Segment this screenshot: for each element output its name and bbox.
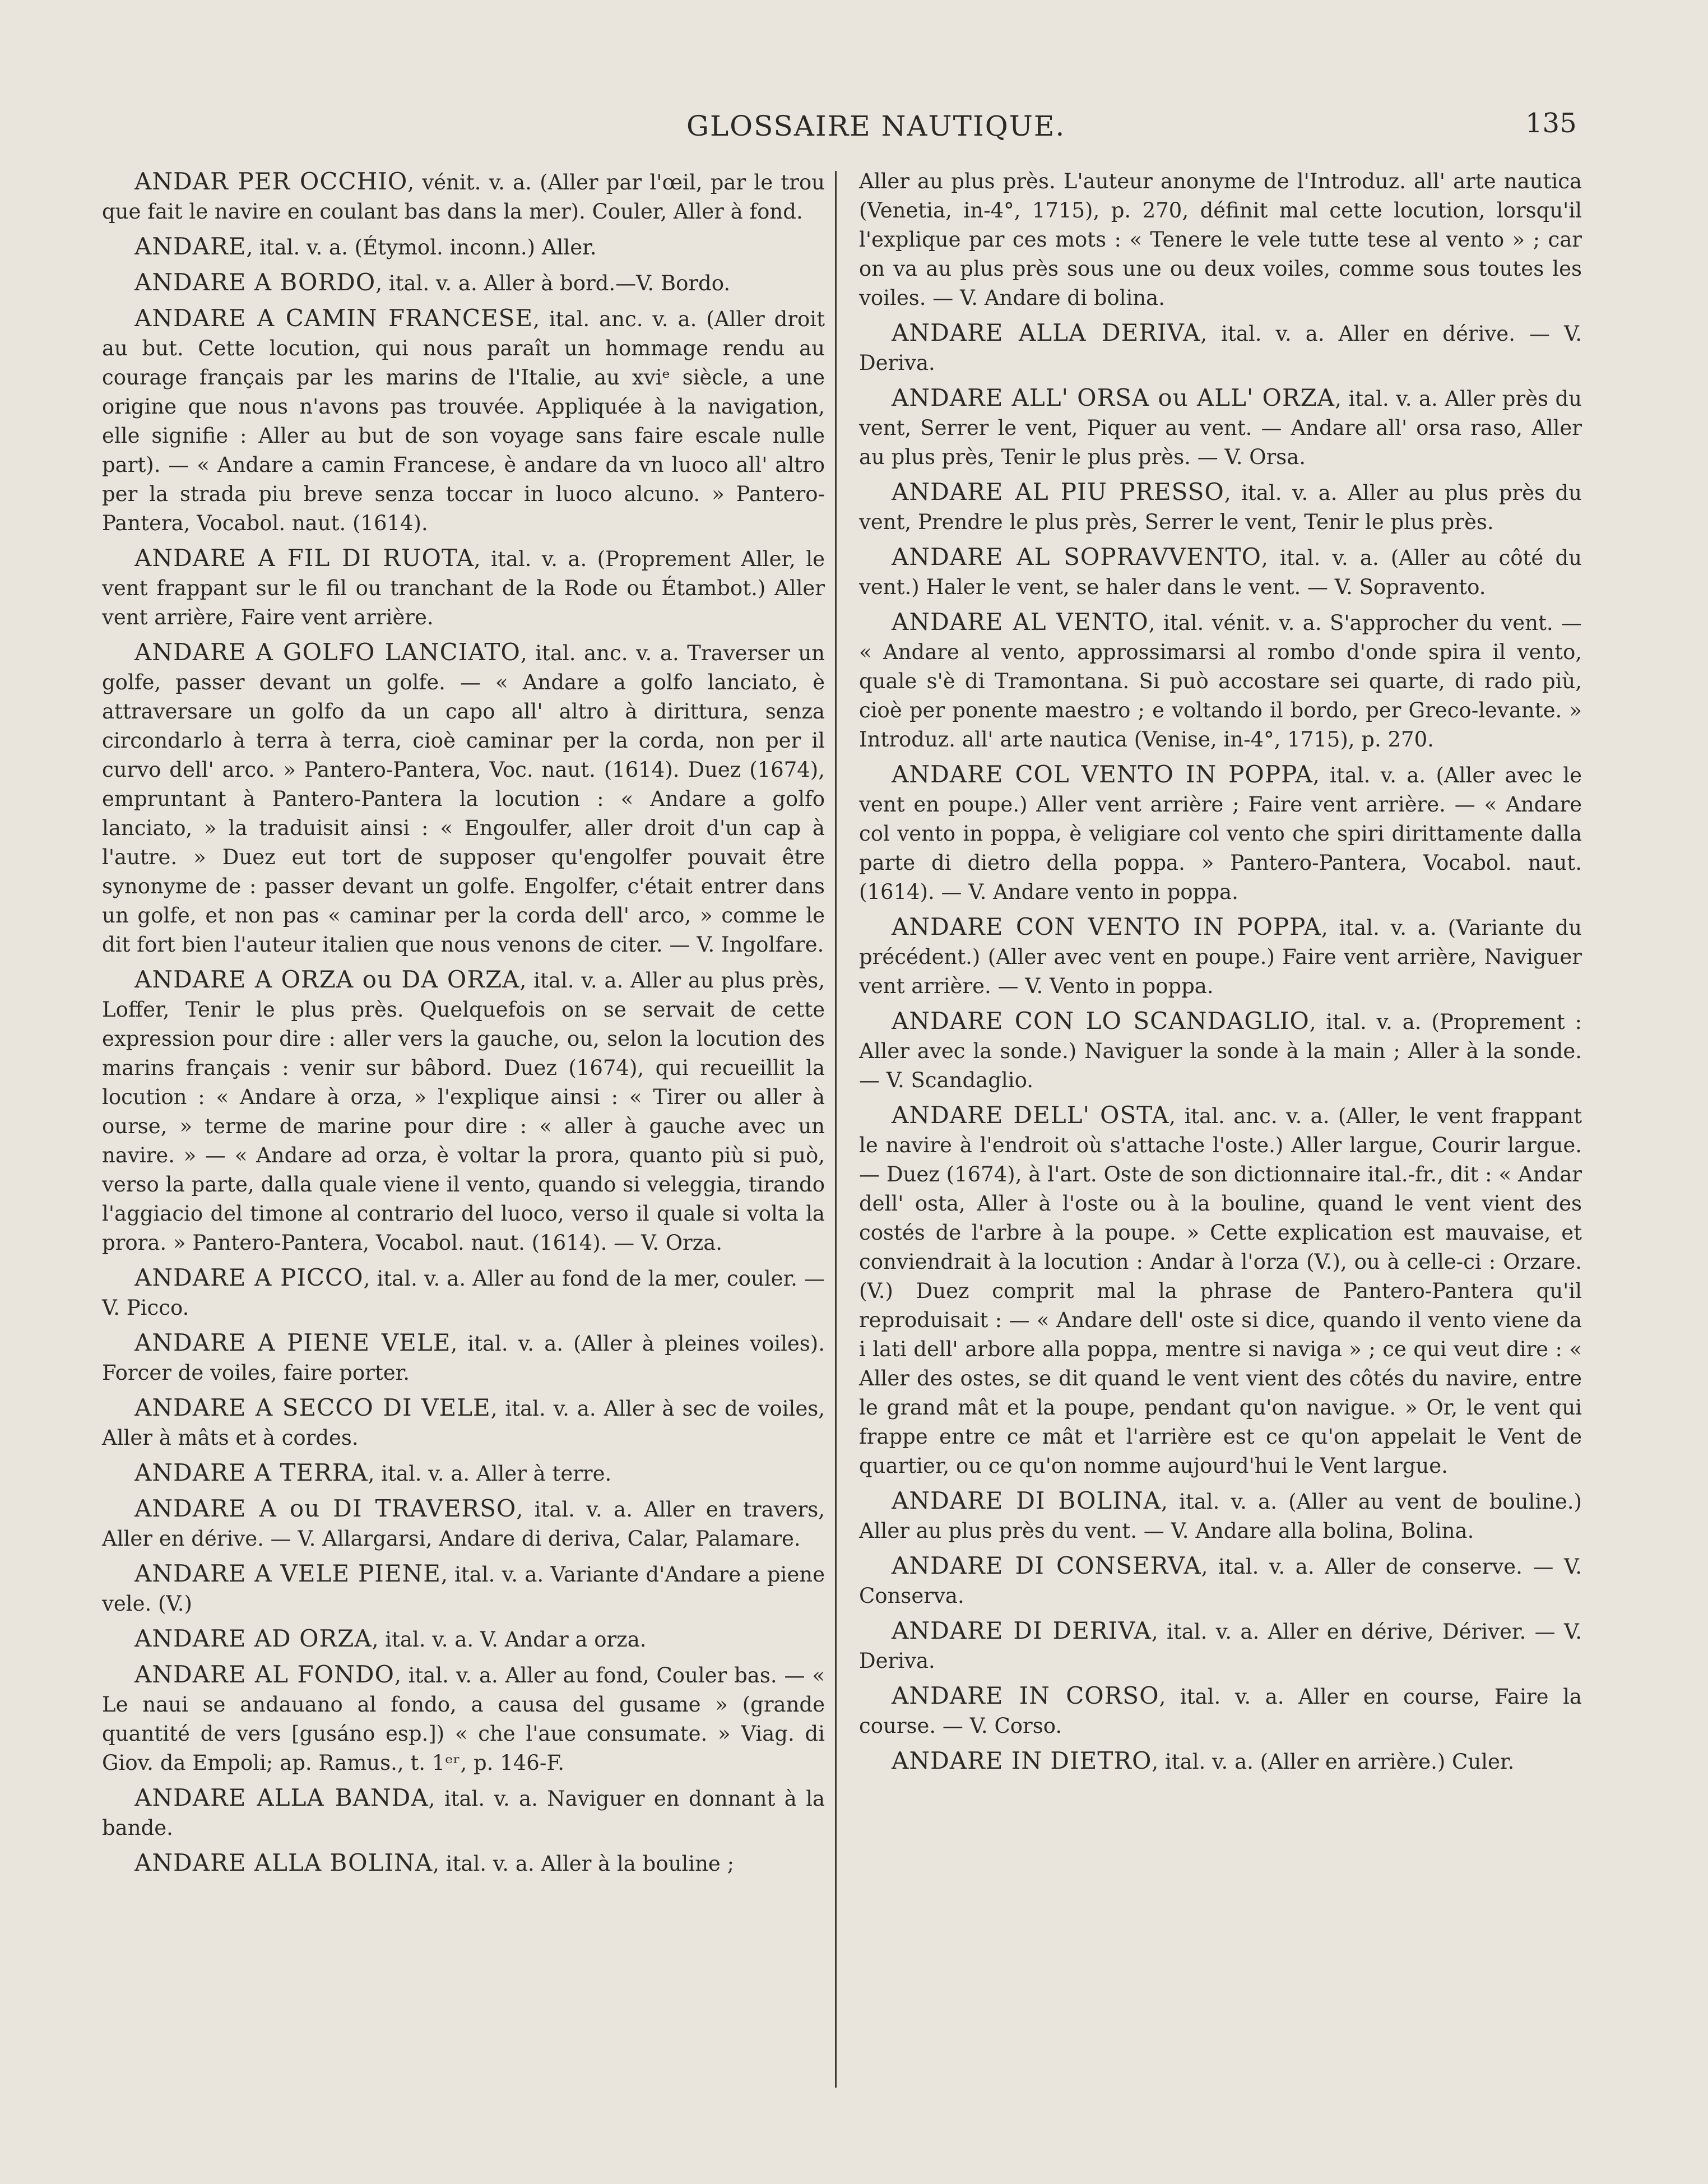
glossary-entry — [859, 542, 1582, 602]
entry-headword: ANDARE AL FONDO — [134, 1661, 394, 1688]
glossary-entry — [859, 383, 1582, 472]
glossary-entry — [859, 1746, 1582, 1777]
entry-headword: ANDARE A BORDO — [134, 268, 376, 296]
entry-definition: , ital. anc. v. a. (Aller, le vent frappant le navire à l'endroit où s'attache l'oste.) Aller largue, Courir largue. — Duez (1674), à l'art. Oste de son dictionnaire ital.-fr., dit : « Andar dell' osta, Aller à l'oste ou à la bouline, quand le vent vient des costés de l'arbre à la poupe. » Cette explication est mauvaise, et conviendrait à la locution : Andar à l'orza (V.), ou à celle-ci : Orzare. (V.) Duez comprit mal la phrase de Pantero-Pantera qu'il reproduisait : — « Andare dell' oste si dice, quando il vento viene da i lati dell' arbore alla poppa, mentre si naviga » ; ce qui veut dire : « Aller des ostes, se dit quand le vent vient des côtés du navire, entre le grand mât et la poupe, pendant qu'on navigue. » Or, le vent qui frappe entre ce mât et l'arrière est ce qu'on appelait le Vent de quartier, ou ce qu'on nomme aujourd'hui le Vent largue. — [859, 1104, 1582, 1478]
entry-headword: ANDARE COL VENTO IN POPPA — [892, 761, 1313, 788]
entry-definition: , ital. v. a. Aller au plus près du vent, Prendre le plus près, Serrer le vent, Tenir le plus près. — [859, 481, 1582, 534]
entry-headword: ANDARE A PICCO — [134, 1264, 364, 1291]
entry-headword: ANDARE A VELE PIENE — [134, 1560, 441, 1587]
entry-definition: , ital. v. a. Naviguer en donnant à la bande. — [102, 1787, 825, 1840]
entry-definition: , ital. vénit. v. a. S'approcher du vent. — « Andare al vento, approssimarsi al rombo d'onde spira il vento, quale s'è di Tramontana. Si può accostare sei quarte, di rado più, cioè per ponente maestro ; e voltando il bordo, per Greco-levante. » Introduz. all' arte nautica (Venise, in-4°, 1715), p. 270. — [859, 611, 1582, 752]
entry-definition: , ital. v. a. Aller au fond, Couler bas. — « Le naui se andauano al fondo, a causa del gusame » (grande quantité de vers [gusáno esp.]) « che l'aue consumate. » Viag. di Giov. da Empoli; ap. Ramus., t. 1ᵉʳ, p. 146-F. — [102, 1663, 825, 1775]
entry-headword: ANDARE AL VENTO — [892, 608, 1149, 636]
entry-headword: ANDARE ALLA BANDA — [134, 1784, 429, 1811]
glossary-entry — [859, 760, 1582, 907]
entry-headword: ANDARE IN CORSO — [892, 1682, 1159, 1709]
entry-definition: , ital. v. a. Variante d'Andare a piene vele. (V.) — [102, 1562, 825, 1616]
glossary-entry — [859, 1616, 1582, 1676]
entry-definition: , ital. v. a. V. Andar a orza. — [372, 1627, 647, 1652]
entry-headword: ANDARE CON LO SCANDAGLIO — [892, 1007, 1310, 1035]
glossary-entry — [102, 544, 825, 632]
glossary-entry — [102, 1328, 825, 1388]
entry-definition: , ital. anc. v. a. (Aller droit au but. Cette locution, qui nous paraît un hommage rendu au courage français par les marins de l'Italie, au xviᵉ siècle, a une origine que nous n'avons pas trouvée. Appliquée à la navigation, elle signifie : Aller au but de son voyage sans faire escale nulle part). — « Andare a camin Francese, è andare da vn luoco all' altro per la strada piu breve senza toccar in luoco alcuno. » Pantero-Pantera, Vocabol. naut. (1614). — [102, 307, 825, 535]
entry-definition: , ital. v. a. (Proprement Aller, le vent frappant sur le fil ou tranchant de la Rode ou Étambot.) Aller vent arrière, Faire vent arrière. — [102, 547, 825, 629]
glossary-entry — [102, 1494, 825, 1554]
glossary-entry — [859, 1551, 1582, 1611]
entry-headword: ANDARE — [134, 233, 247, 260]
entry-definition: , ital. v. a. (Aller au côté du vent.) Haler le vent, se haler dans le vent. — V. Sopravento. — [859, 546, 1582, 599]
glossary-entry — [859, 318, 1582, 378]
entry-headword: ANDARE A ou DI TRAVERSO — [134, 1495, 517, 1522]
glossary-entry — [102, 268, 825, 298]
entry-headword: ANDARE A GOLFO LANCIATO — [134, 638, 521, 666]
entry-definition: Aller au plus près. L'auteur anonyme de l'Introduz. all' arte nautica (Venetia, in-4°, 1715), p. 270, définit mal cette locution, lorsqu'il l'explique par ces mots : « Tenere le vele tutte tese al vento » ; car on va au plus près sous une ou deux voiles, comme sous toutes les voiles. — V. Andare di bolina. — [859, 169, 1582, 310]
entry-headword: ANDARE A SECCO DI VELE — [134, 1394, 491, 1421]
entry-definition: , ital. v. a. (Étymol. inconn.) Aller. — [246, 235, 597, 259]
entry-headword: ANDARE A PIENE VELE — [134, 1329, 451, 1356]
glossary-entry — [859, 1681, 1582, 1741]
glossary-entry — [102, 1263, 825, 1323]
entry-headword: ANDARE ALLA DERIVA — [892, 319, 1201, 346]
entry-definition: , ital. v. a. Aller en dérive, Dériver. — V. Deriva. — [859, 1620, 1582, 1673]
entry-definition: , ital. v. a. Aller en travers, Aller en dérive. — V. Allargarsi, Andare di deriva, Calar, Palamare. — [102, 1497, 825, 1551]
entry-definition: , ital. v. a. Aller en course, Faire la course. — V. Corso. — [859, 1685, 1582, 1738]
entry-definition: , ital. v. a. Aller de conserve. — V. Conserva. — [859, 1555, 1582, 1608]
glossary-entry — [859, 477, 1582, 537]
entry-definition: , ital. v. a. Aller en dérive. — V. Deriva. — [859, 322, 1582, 375]
glossary-entry — [102, 1783, 825, 1843]
glossary-entry — [102, 1624, 825, 1654]
glossary-entry — [102, 965, 825, 1258]
glossary-entry — [859, 608, 1582, 754]
right-column — [859, 167, 1582, 1782]
entry-headword: ANDAR PER OCCHIO — [134, 168, 408, 195]
glossary-entry — [102, 232, 825, 262]
glossary-entry — [859, 912, 1582, 1001]
glossary-entry — [102, 638, 825, 959]
glossary-entry — [102, 1559, 825, 1619]
entry-definition: , ital. v. a. Aller au fond de la mer, couler. — V. Picco. — [102, 1267, 825, 1320]
entry-headword: ANDARE ALL' ORSA ou ALL' ORZA — [892, 384, 1335, 411]
entry-definition: , ital. v. a. (Variante du précédent.) (Aller avec vent en poupe.) Faire vent arrière, Naviguer vent arrière. — V. Vento in poppa. — [859, 916, 1582, 998]
entry-definition: , vénit. v. a. (Aller par l'œil, par le trou que fait le navire en coulant bas dans la mer). Couler, Aller à fond. — [102, 170, 825, 224]
entry-headword: ANDARE AL PIU PRESSO — [892, 478, 1224, 506]
entry-definition: , ital. v. a. Aller au plus près, Loffer, Tenir le plus près. Quelquefois on se servait de cette expression pour dire : aller vers la gauche, ou, selon la locution des marins français : venir sur bâbord. Duez (1674), qui recueillit la locution : « Andare à orza, » l'explique ainsi : « Tirer ou aller à ourse, » terme de marine pour dire : « aller à gauche avec un navire. » — « Andare ad orza, è voltar la prora, quanto più si può, verso la parte, dalla quale viene il vento, quando si veleggia, tirando l'aggiacio del timone al contrario del luoco, verso il quale si volta la prora. » Pantero-Pantera, Vocabol. naut. (1614). — V. Orza. — [102, 968, 825, 1255]
entry-headword: ANDARE AD ORZA — [134, 1625, 372, 1652]
entry-definition: , ital. v. a. Aller à terre. — [368, 1462, 612, 1486]
column-divider — [835, 171, 837, 2088]
entry-definition: , ital. v. a. (Aller en arrière.) Culer. — [1152, 1750, 1515, 1774]
entry-definition: , ital. anc. v. a. Traverser un golfe, passer devant un golfe. — « Andare a golfo lanciato, è attraversare un golfo da un capo all' altro à dirittura, senza circondarlo à terra à terra, cioè caminar per la corda, non per il curvo dell' arco. » Pantero-Pantera, Voc. naut. (1614). Duez (1674), empruntant à Pantero-Pantera la locution : « Andare a golfo lanciato, » la traduisit ainsi : « Engoulfer, aller droit d'un cap à l'autre. » Duez eut tort de supposer qu'engolfer pouvait être synonyme de : passer devant un golfe. Engolfer, c'était entrer dans un golfe, et non pas « caminar per la corda dell' arco, » comme le dit fort bien l'auteur italien que nous venons de citer. — V. Ingolfare. — [102, 641, 825, 957]
entry-headword: ANDARE A FIL DI RUOTA — [134, 544, 474, 572]
entry-headword: ANDARE A CAMIN FRANCESE — [134, 304, 533, 332]
glossary-entry — [102, 1660, 825, 1778]
entry-definition: , ital. v. a. (Aller à pleines voiles). Forcer de voiles, faire porter. — [102, 1332, 825, 1385]
entry-headword: ANDARE A TERRA — [134, 1459, 368, 1486]
glossary-entry — [102, 1393, 825, 1453]
entry-headword: ANDARE DI CONSERVA — [892, 1552, 1201, 1579]
entry-definition: , ital. v. a. (Proprement : Aller avec la sonde.) Naviguer la sonde à la main ; Aller à la sonde. — V. Scandaglio. — [859, 1010, 1582, 1092]
entry-headword: ANDARE CON VENTO IN POPPA — [892, 913, 1321, 940]
entry-definition: , ital. v. a. Aller à sec de voiles, Aller à mâts et à cordes. — [102, 1397, 825, 1450]
entry-headword: ANDARE DELL' OSTA — [892, 1101, 1169, 1129]
page-number: 135 — [1525, 108, 1577, 139]
running-title: GLOSSAIRE NAUTIQUE. — [686, 110, 1066, 142]
entry-definition: , ital. v. a. Aller à bord.—V. Bordo. — [375, 271, 731, 295]
entry-headword: ANDARE A ORZA ou DA ORZA — [134, 966, 520, 993]
glossary-entry — [859, 1486, 1582, 1546]
glossary-entry — [859, 1007, 1582, 1095]
glossary-entry — [102, 1458, 825, 1489]
glossary-entry — [102, 304, 825, 538]
glossary-entry — [102, 167, 825, 226]
entry-headword: ANDARE IN DIETRO — [892, 1747, 1152, 1774]
entry-headword: ANDARE ALLA BOLINA — [134, 1849, 433, 1876]
glossary-entry — [859, 1101, 1582, 1481]
glossary-entry — [102, 1848, 825, 1879]
entry-definition: , ital. v. a. Aller à la bouline ; — [433, 1852, 735, 1876]
entry-headword: ANDARE DI BOLINA — [892, 1487, 1161, 1514]
entry-headword: ANDARE AL SOPRAVVENTO — [892, 543, 1261, 571]
entry-definition: , ital. v. a. (Aller avec le vent en poupe.) Aller vent arrière ; Faire vent arrière. — « Andare col vento in poppa, è veligiare col vento che spiri dirittamente dalla parte di dietro della poppa. » Pantero-Pantera, Vocabol. naut. (1614). — V. Andare vento in poppa. — [859, 763, 1582, 904]
glossary-entry — [859, 167, 1582, 313]
entry-headword: ANDARE DI DERIVA — [892, 1617, 1152, 1644]
entry-definition: , ital. v. a. (Aller au vent de bouline.) Aller au plus près du vent. — V. Andare alla bolina, Bolina. — [859, 1490, 1582, 1543]
entry-definition: , ital. v. a. Aller près du vent, Serrer le vent, Piquer au vent. — Andare all' orsa raso, Aller au plus près, Tenir le plus près. — V. Orsa. — [859, 387, 1582, 469]
left-column — [102, 167, 825, 1884]
